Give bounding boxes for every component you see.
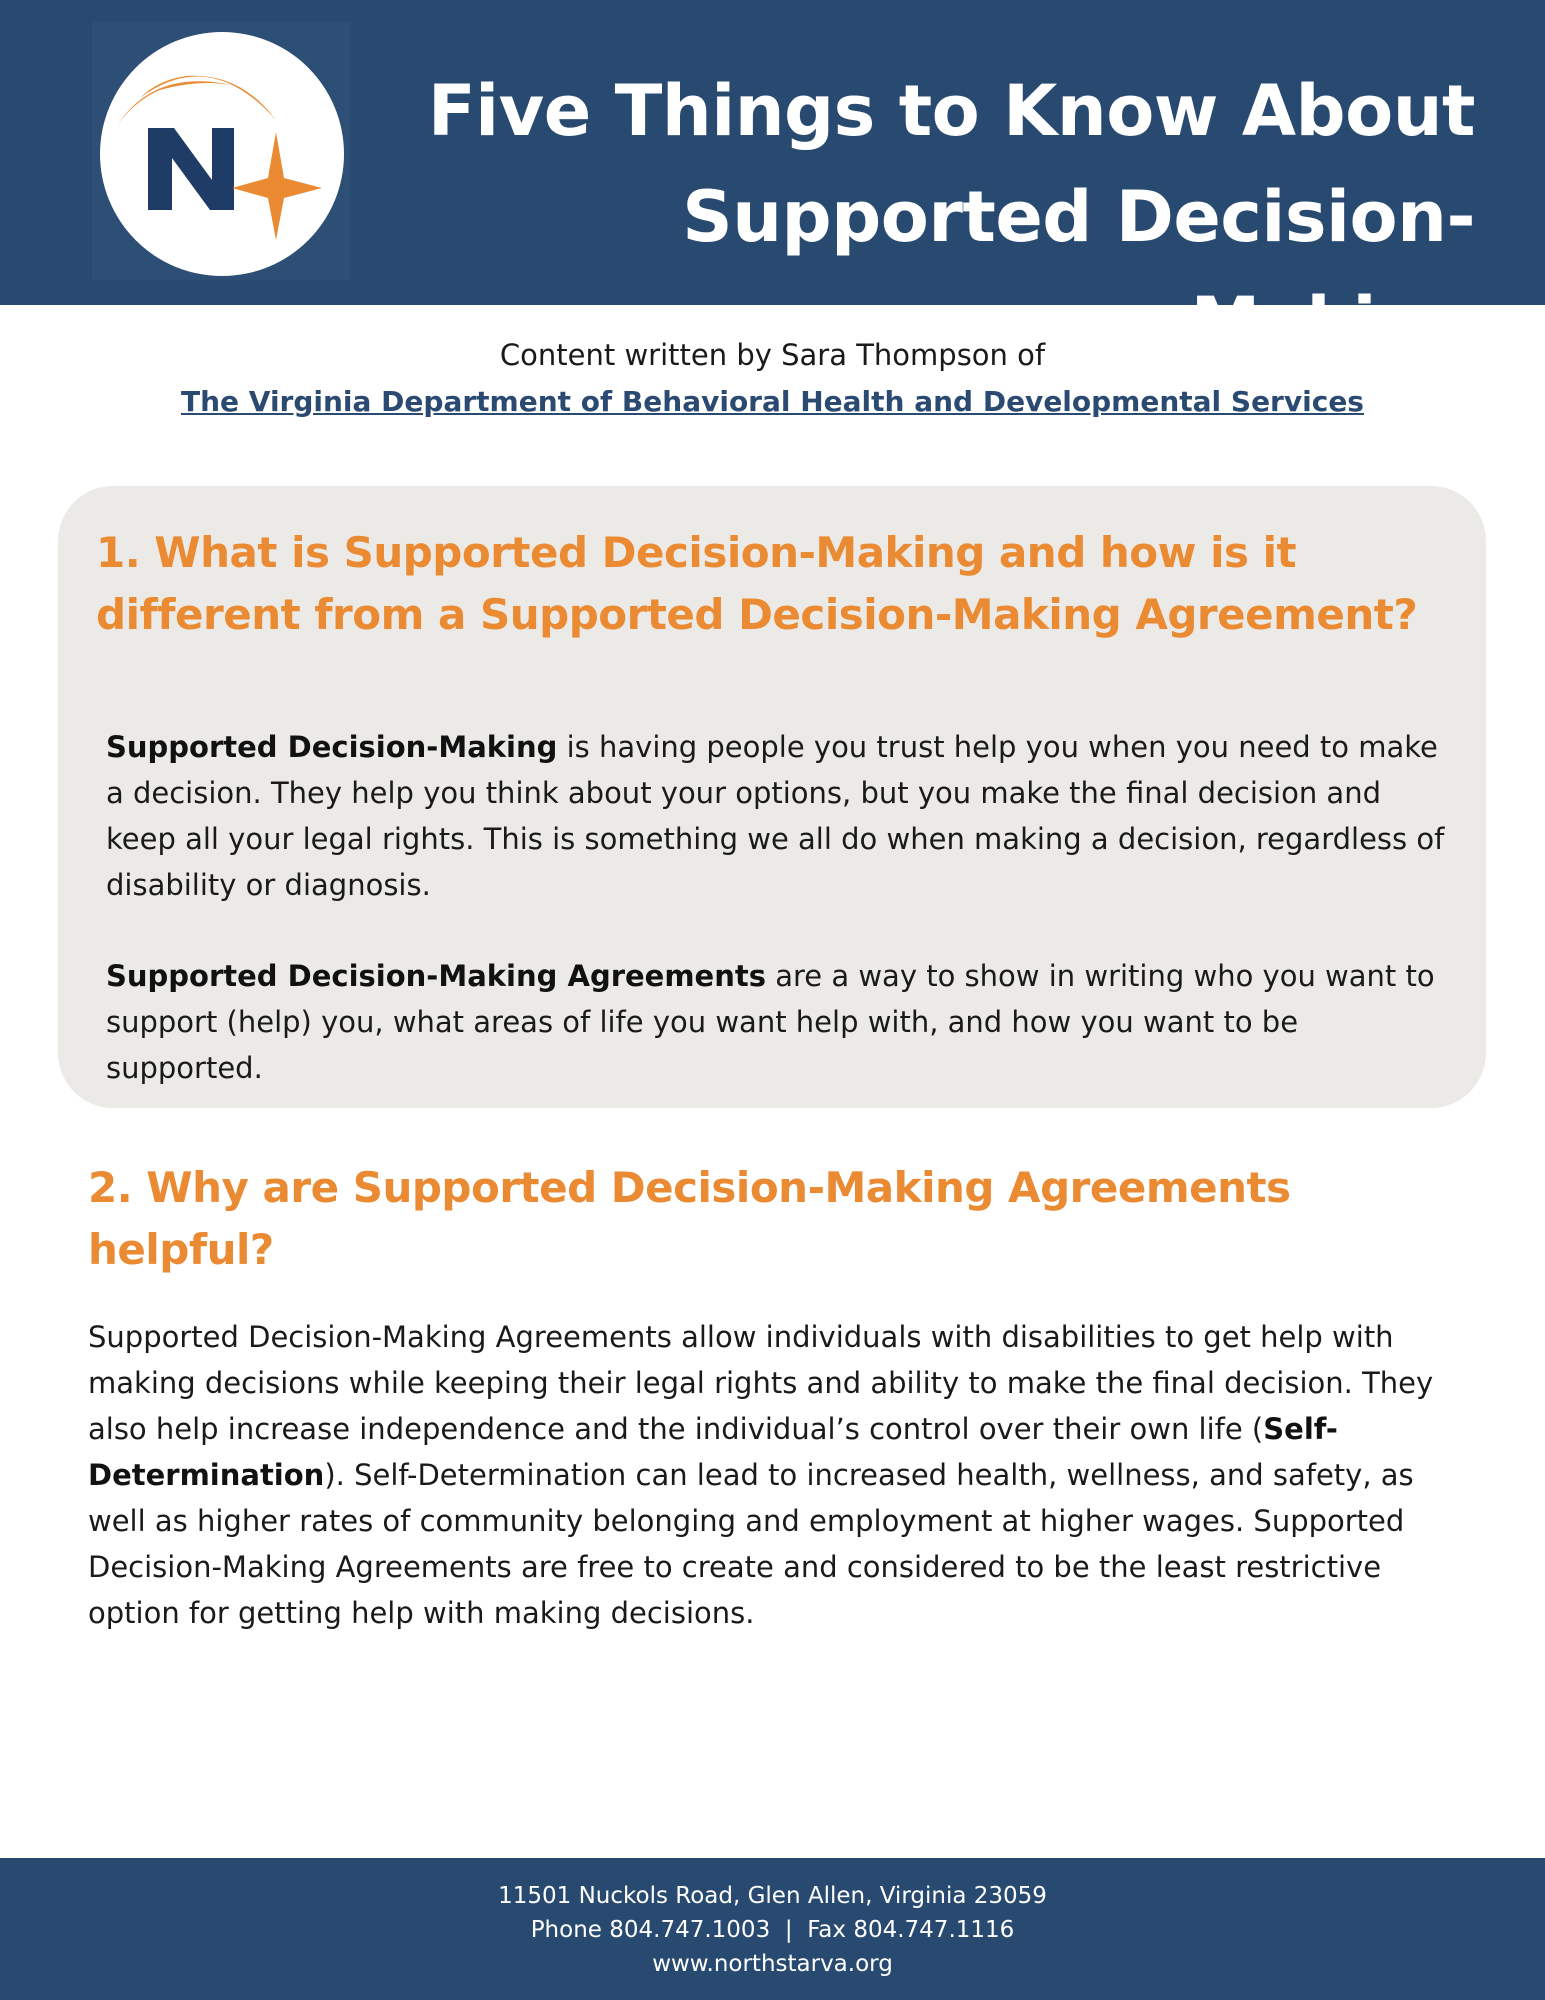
- page-title: [425, 58, 1475, 376]
- section-1-paragraph-1: [106, 724, 1446, 908]
- paragraph-text: are a way to show in writing who you want to support (help) you, what areas of life you want help with, and how you want to be supported.: [106, 959, 1435, 1085]
- paragraph-text: Supported Decision-Making Agreements allow individuals with disabilities to get help with making decisions while keeping their legal rights and ability to make the final decision. They also help increase independence and the individual’s control over their own life (: [88, 1320, 1434, 1446]
- title-line-2: Supported Decision-Making: [682, 176, 1475, 364]
- department-link[interactable]: The Virginia Department of Behavioral Health and Developmental Services: [181, 385, 1364, 418]
- paragraph-text: is having people you trust help you when you need to make a decision. They help you think about your options, but you make the final decision and keep all your legal rights. This is something we all do when making a decision, regardless of disability or diagnosis.: [106, 730, 1445, 902]
- term-self-determination: Self-Determination: [88, 1412, 1338, 1492]
- section-2-paragraph: [88, 1314, 1448, 1636]
- section-1-heading: 1. What is Supported Decision-Making and how is it different from a Supported Decision-Making Agreement?: [96, 528, 1418, 639]
- term-sdm-agreements: Supported Decision-Making Agreements: [106, 959, 766, 993]
- page-footer: [0, 1858, 1545, 2000]
- paragraph-text: ). Self-Determination can lead to increased health, wellness, and safety, as well as higher rates of community belonging and employment at higher wages. Supported Decision-Making Agreements are free to create and considered to be the least restrictive option for getting help with making decisions.: [88, 1458, 1414, 1630]
- footer-address: 11501 Nuckols Road, Glen Allen, Virginia 23059: [498, 1883, 1047, 1909]
- term-supported-decision-making: Supported Decision-Making: [106, 730, 558, 764]
- title-line-1: Five Things to Know About: [427, 70, 1475, 152]
- logo-graphic: [100, 32, 344, 276]
- footer-website-link[interactable]: www.northstarva.org: [652, 1951, 893, 1977]
- footer-phone-fax: Phone 804.747.1003 | Fax 804.747.1116: [530, 1917, 1015, 1943]
- section-1-paragraph-2: [106, 953, 1446, 1091]
- north-star-logo-icon: [100, 32, 344, 276]
- section-2-heading: 2. Why are Supported Decision-Making Agreements helpful?: [88, 1163, 1291, 1274]
- author-credit: Content written by Sara Thompson of: [499, 338, 1046, 372]
